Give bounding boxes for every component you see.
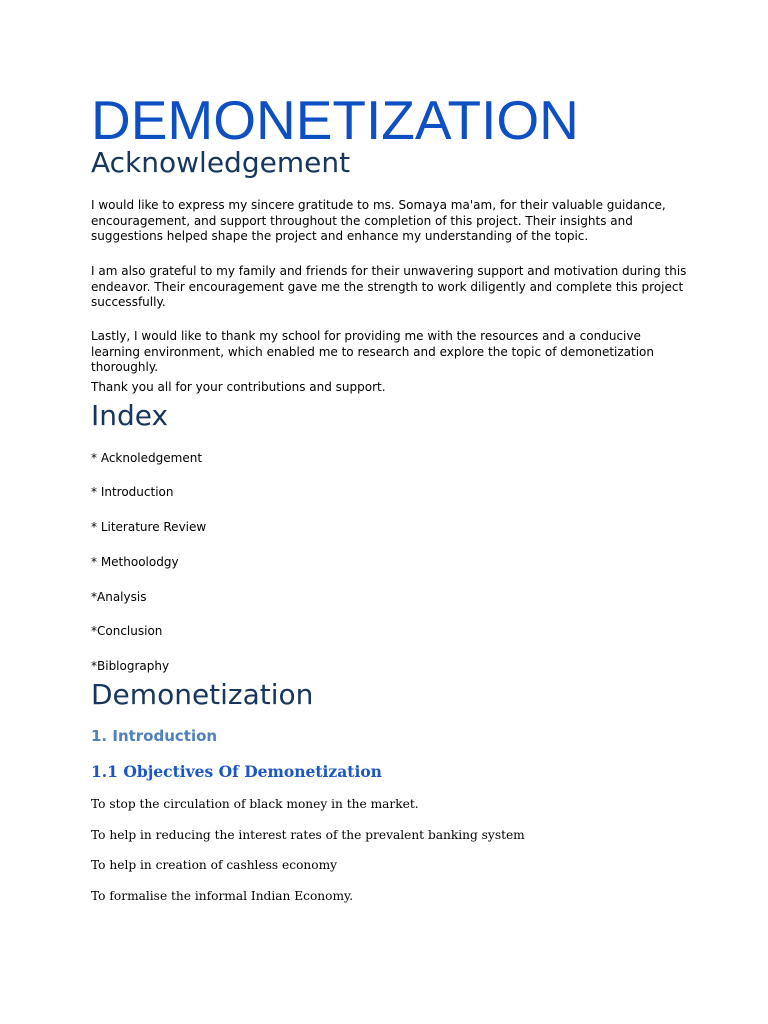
index-item: * Acknoledgement — [91, 451, 203, 465]
demonetization-heading: Demonetization — [91, 678, 314, 711]
index-item: * Literature Review — [91, 520, 207, 534]
objective-item: To formalise the informal Indian Economy. — [91, 889, 354, 903]
index-heading: Index — [91, 399, 169, 432]
objective-item: To help in creation of cashless economy — [91, 858, 338, 872]
document-title: DEMONETIZATION — [91, 89, 579, 151]
objective-item: To help in reducing the interest rates of the prevalent banking system — [91, 828, 525, 842]
acknowledgement-heading: Acknowledgement — [91, 146, 351, 179]
index-item: * Introduction — [91, 485, 174, 499]
acknowledgement-paragraph-3: Lastly, I would like to thank my school for providing me with the resources and a conducive learning environment, which enabled me to research and explore the topic of demonetization thoroughly. — [91, 329, 654, 374]
index-item: *Analysis — [91, 590, 147, 604]
acknowledgement-paragraph-4: Thank you all for your contributions and support. — [91, 380, 386, 394]
introduction-heading: 1. Introduction — [91, 727, 218, 745]
acknowledgement-paragraph-2: I am also grateful to my family and friends for their unwavering support and motivation during this endeavor. Their encouragement gave me the strength to work diligently and complete this project successfully. — [91, 264, 687, 309]
acknowledgement-paragraph-1: I would like to express my sincere gratitude to ms. Somaya ma'am, for their valuable guidance, encouragement, and support throughout the completion of this project. Their insights and suggestions helped shape the project and enhance my understanding of the topic. — [91, 198, 666, 243]
index-item: *Conclusion — [91, 624, 163, 638]
index-item: * Methoolodgy — [91, 555, 179, 569]
index-item: *Biblography — [91, 659, 170, 673]
objective-item: To stop the circulation of black money in the market. — [91, 797, 419, 811]
objectives-heading: 1.1 Objectives Of Demonetization — [91, 762, 382, 781]
